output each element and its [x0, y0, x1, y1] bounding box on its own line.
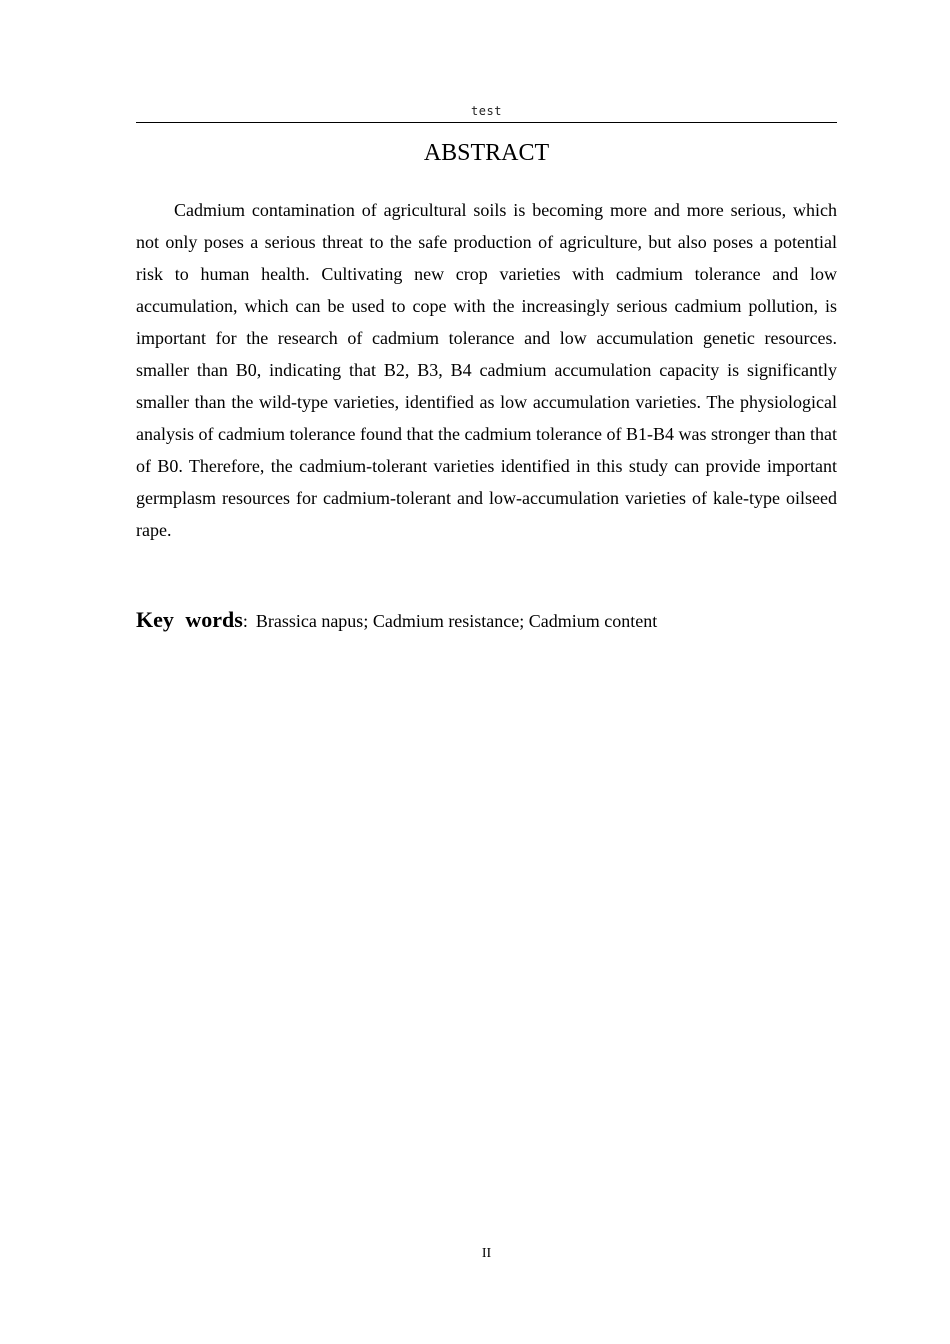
keywords-line — [136, 604, 837, 637]
abstract-heading: ABSTRACT — [423, 140, 550, 166]
running-header: test — [471, 104, 502, 118]
page-number: II — [481, 1246, 492, 1261]
header-rule — [136, 122, 837, 123]
keywords-separator: : — [242, 611, 248, 631]
keywords-text: Brassica napus; Cadmium resistance; Cadmium content — [255, 611, 658, 631]
keywords-label: Key words — [136, 607, 243, 632]
abstract-body: Cadmium contamination of agricultural soils is becoming more and more serious, which not only poses a serious threat to the safe production of agriculture, but also poses a potential risk to human health. Cultivating new crop varieties with cadmium tolerance and low accumulation, which can be used to cope with the increasingly serious cadmium pollution, is important for the research of cadmium tolerance and low accumulation genetic resources. smaller than B0, indicating that B2, B3, B4 cadmium accumulation capacity is significantly smaller than the wild-type varieties, identified as low accumulation varieties. The physiological analysis of cadmium tolerance found that the cadmium tolerance of B1-B4 was stronger than that of B0. Therefore, the cadmium-tolerant varieties identified in this study can provide important germplasm resources for cadmium-tolerant and low-accumulation varieties of kale-type oilseed rape. — [136, 200, 837, 540]
